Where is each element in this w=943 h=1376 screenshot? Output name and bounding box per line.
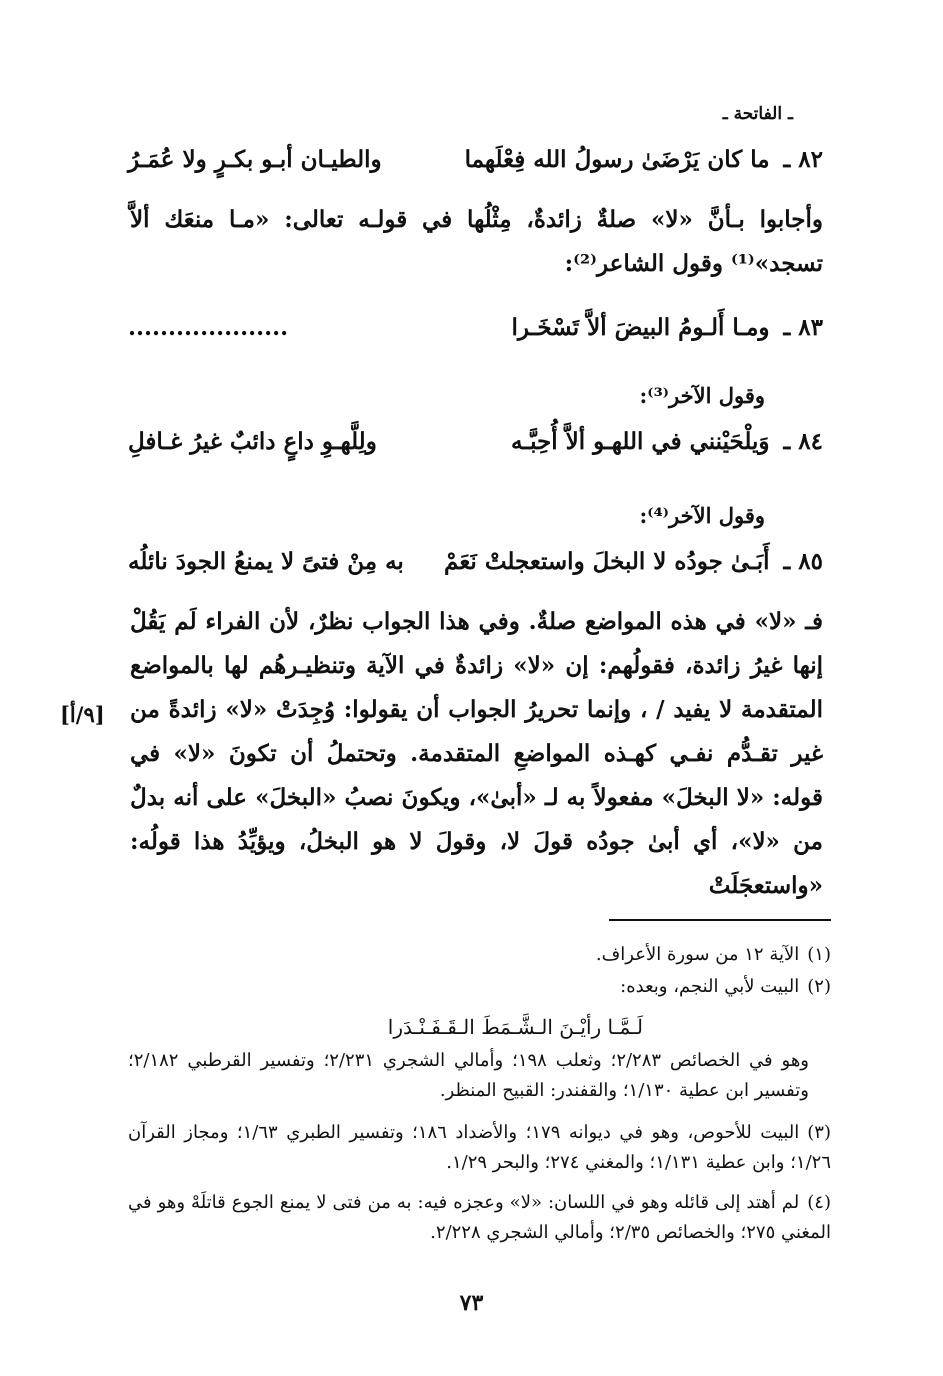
footnote-2	[128, 972, 831, 1002]
footnote-number: (٤)	[807, 1192, 831, 1213]
verse-number: ٨٢ ـ	[783, 146, 823, 173]
footnote-number: (١)	[807, 944, 831, 965]
verse-84	[128, 428, 823, 455]
verse-first-hemistich: أَبَـىٰ جودُه لا البخلَ واستعجلتْ نَعَمْ	[444, 548, 770, 575]
verse-second-hemistich: ....................	[128, 314, 289, 341]
running-header: ـ الفاتحة ـ	[722, 104, 793, 124]
footnote-3	[128, 1118, 831, 1178]
paragraph-reply: وأجابوا بـأنَّ «لا» صلةٌ زائدةٌ، مِثْلُها في قولـه تعالى: «مـا منعَك ألاَّ تسجد»⁽¹⁾ وقول الشاعر⁽²⁾:	[130, 206, 823, 277]
verse-number: ٨٤ ـ	[783, 428, 823, 455]
verse-first-hemistich: وَيلْحَيْنني في اللهـو ألاَّ أُحِبَّـه	[511, 428, 770, 455]
verse-number: ٨٣ ـ	[783, 314, 823, 341]
verse-first-hemistich: ومـا أَلـومُ البيضَ ألاَّ تَسْخَـرا	[511, 314, 770, 341]
footnote-separator	[609, 919, 831, 921]
footnote-text: لم أهتد إلى قائله وهو في اللسان: «لا» وعجزه فيه: به من فتى لا يمنع الجوع قاتلَهْ وهو في المغني ٢٧٥؛ والخصائص ٢/٣٥؛ وأمالي الشجري ٢/٢٢٨.	[128, 1192, 831, 1243]
footnote-number: (٣)	[807, 1122, 831, 1143]
footnote-verse: لَـمَّـا رأيْـنَ الـشَّـمَطَ الـقَـفَـنْـدَرا	[387, 1015, 643, 1039]
page-number: ٧٣	[459, 1290, 484, 1316]
verse-number: ٨٥ ـ	[783, 548, 823, 575]
verse-second-hemistich: به مِنْ فتىً لا يمنعُ الجودَ نائلُه	[128, 548, 404, 575]
footnote-text: البيت للأحوص، وهو في ديوانه ١٧٩؛ والأضداد ١٨٦؛ وتفسير الطبري ١/٦٣؛ ومجاز القرآن ١/٢٦؛ وابن عطية ١/١٣١؛ والمغني ٢٧٤؛ والبحر ١/٢٩.	[128, 1122, 831, 1173]
verse-83	[128, 314, 823, 341]
footnote-1	[128, 940, 831, 970]
verse-second-hemistich: والطيـان أبـو بكـرٍ ولا عُمَـرُ	[128, 146, 382, 173]
verse-second-hemistich: ولِلَّهـوِ داعٍ دائبٌ غيرُ غـافلِ	[128, 428, 377, 455]
quote-intro-3: وقول الآخر⁽³⁾:	[639, 383, 765, 408]
margin-folio-marker: [٩/أ]	[60, 702, 105, 727]
verse-85	[128, 548, 823, 575]
footnote-4	[128, 1188, 831, 1248]
footnote-text: وهو في الخصائص ٢/٢٨٣؛ وثعلب ١٩٨؛ وأمالي الشجري ٢/٢٣١؛ وتفسير القرطبي ٢/١٨٢؛ وتفسير ابن عطية ١/١٣٠؛ والقفندر: القبيح المنظر.	[128, 1050, 810, 1101]
verse-82	[128, 146, 823, 173]
footnote-text: البيت لأبي النجم، وبعده:	[620, 976, 800, 997]
footnote-number: (٢)	[807, 976, 831, 997]
footnote-2-continued	[128, 1046, 809, 1106]
footnote-text: الآية ١٢ من سورة الأعراف.	[595, 944, 800, 965]
quote-intro-4: وقول الآخر⁽⁴⁾:	[639, 503, 765, 528]
verse-first-hemistich: ما كان يَرْضَىٰ رسولُ الله فِعْلَهما	[464, 146, 770, 173]
paragraph-discussion: فـ «لا» في هذه المواضع صلةٌ. وفي هذا الجواب نظرٌ، لأن الفراء لَم يَقُلْ إنها غيرُ زائدة، فقولُهم: إن «لا» زائدةٌ في الآية وتنظيـرهُم لها بالمواضع المتقدمة لا يفيد / ، وإنما تحريرُ الجواب أن يقولوا: وُجِدَتْ «لا» زائدةً من غير تقـدُّم نفـي كهـذه المواضعِ المتقدمة. وتحتملُ أن تكونَ «لا» في قوله: «لا البخلَ» مفعولاً به لـ «أبىٰ»، ويكونَ نصبُ «البخلَ» على أنه بدلٌ من «لا»، أي أبىٰ جودُه قولَ لا، وقولَ لا هو البخلُ، ويؤيِّدُ هذا قولُه: «واستعجَلَتْ	[130, 608, 823, 899]
